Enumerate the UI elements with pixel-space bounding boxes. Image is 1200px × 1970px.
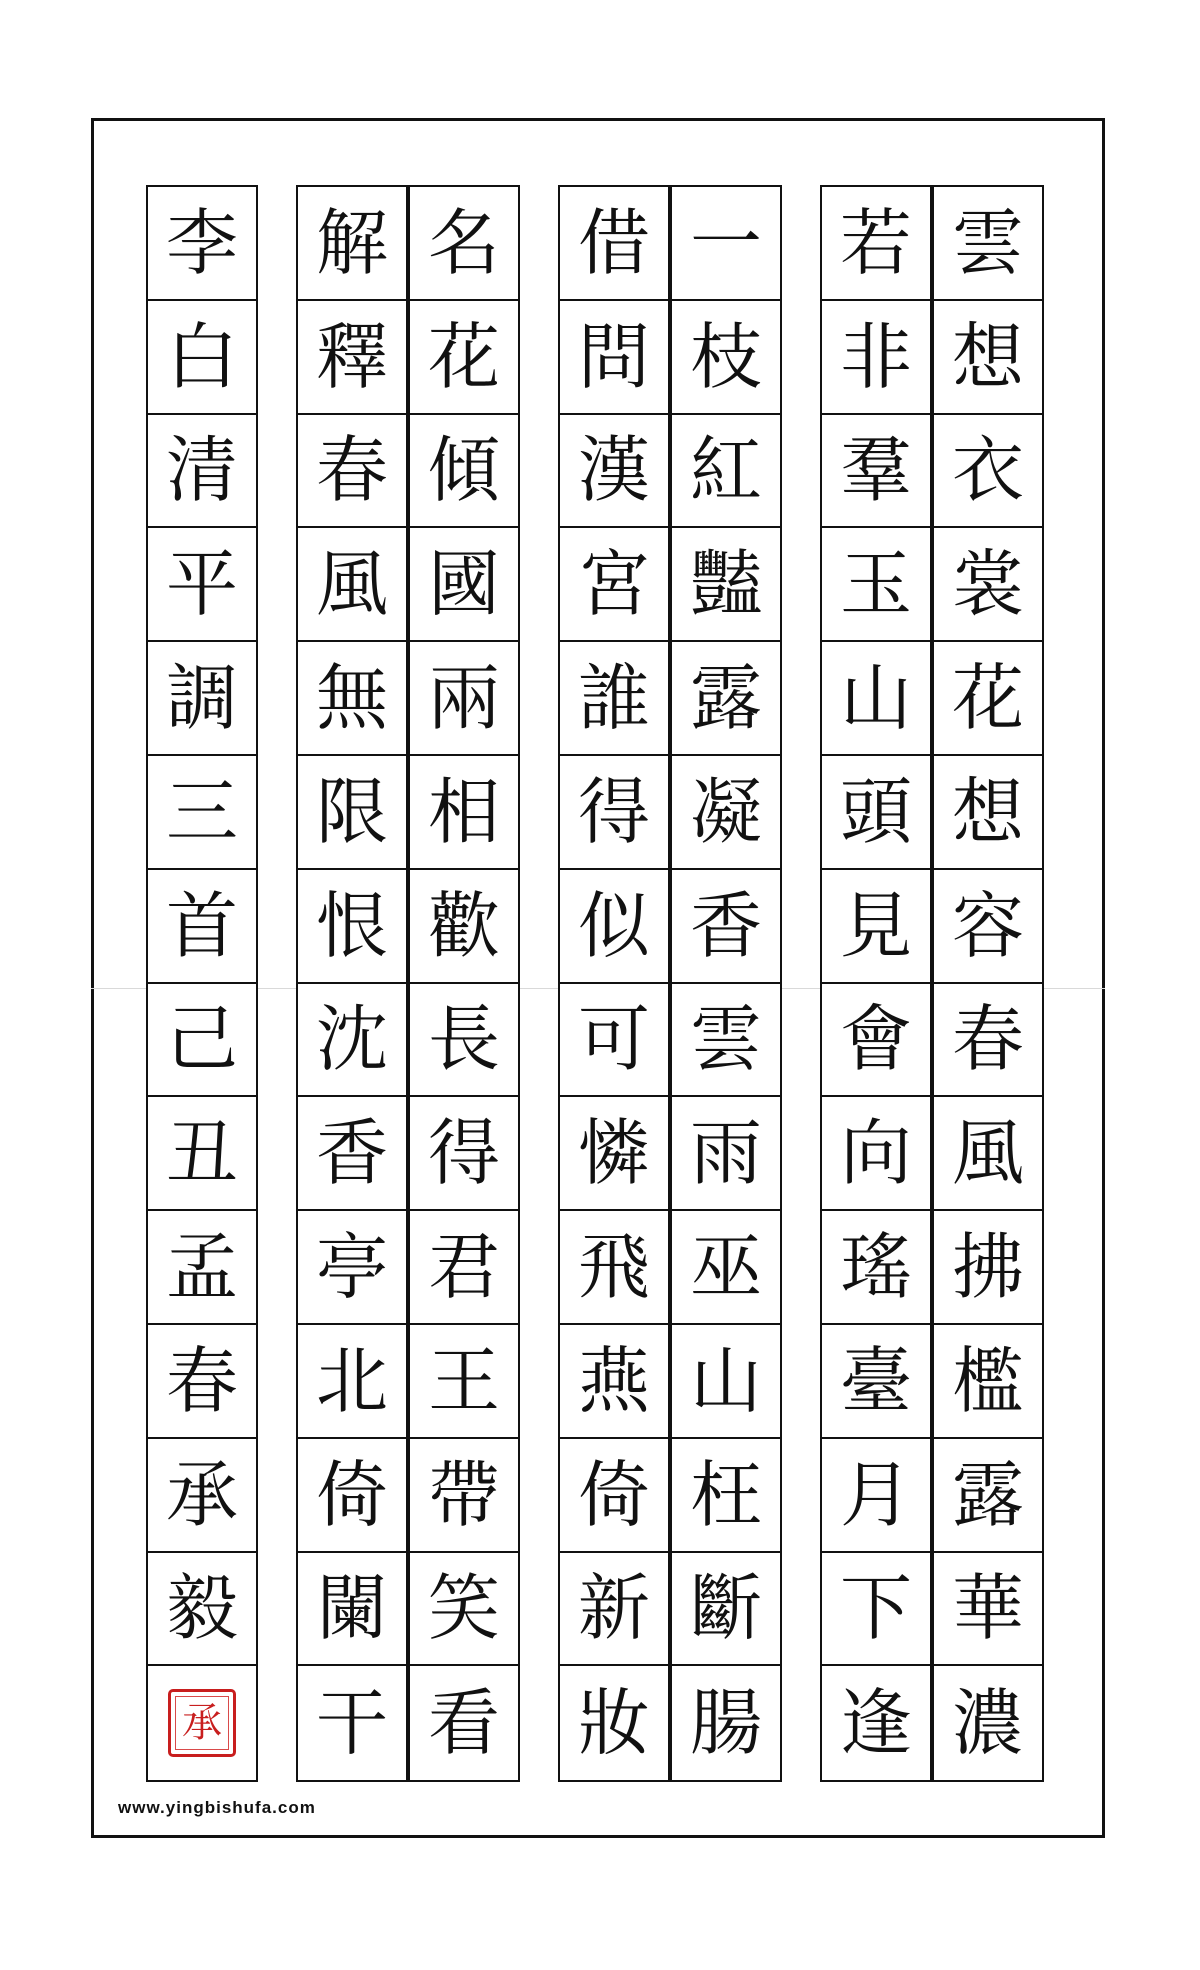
character-cell: 闌: [298, 1553, 406, 1667]
character-cell: 春: [934, 984, 1042, 1098]
character-cell: 會: [822, 984, 930, 1098]
character-cell: 笑: [410, 1553, 518, 1667]
character-cell: 拂: [934, 1211, 1042, 1325]
character-cell: 花: [410, 301, 518, 415]
character-cell: 枉: [672, 1439, 780, 1553]
character-cell: 宮: [560, 528, 668, 642]
character-cell: 帶: [410, 1439, 518, 1553]
character-cell: 承: [148, 1439, 256, 1553]
character-cell: 凝: [672, 756, 780, 870]
character-cell: 三: [148, 756, 256, 870]
character-cell: 雨: [672, 1097, 780, 1211]
character-cell: 亭: [298, 1211, 406, 1325]
character-cell: 逢: [839, 1681, 912, 1766]
character-cell: 相: [410, 756, 518, 870]
character-cell: 香: [672, 870, 780, 984]
character-cell: 想: [934, 301, 1042, 415]
character-cell: 山: [672, 1325, 780, 1439]
character-cell: 借: [560, 187, 668, 301]
seal-text: 承: [182, 1700, 222, 1747]
text-column: [558, 185, 670, 1782]
character-cell: 妝: [577, 1681, 650, 1766]
character-cell: 倚: [560, 1439, 668, 1553]
character-cell: 香: [298, 1097, 406, 1211]
character-cell: 限: [298, 756, 406, 870]
character-cell: 名: [410, 187, 518, 301]
character-cell: 腸: [689, 1681, 762, 1766]
character-cell: 飛: [560, 1211, 668, 1325]
character-cell: 若: [822, 187, 930, 301]
character-cell: 丑: [148, 1097, 256, 1211]
character-cell: 釋: [298, 301, 406, 415]
character-cell: 春: [148, 1325, 256, 1439]
character-cell: 見: [822, 870, 930, 984]
character-cell: 瑤: [822, 1211, 930, 1325]
character-cell: 紅: [672, 415, 780, 529]
character-cell: 檻: [934, 1325, 1042, 1439]
character-cell: 可: [560, 984, 668, 1098]
character-cell: 一: [672, 187, 780, 301]
character-cell: 山: [822, 642, 930, 756]
character-cell: 春: [298, 415, 406, 529]
red-seal-stamp: [168, 1689, 236, 1757]
character-cell: 濃: [951, 1681, 1024, 1766]
character-cell: 月: [822, 1439, 930, 1553]
character-cell: 看: [427, 1681, 500, 1766]
character-cell: 向: [822, 1097, 930, 1211]
character-cell: 花: [934, 642, 1042, 756]
character-cell: 雲: [934, 187, 1042, 301]
character-cell: 枝: [672, 301, 780, 415]
character-cell: 風: [934, 1097, 1042, 1211]
character-cell: 容: [934, 870, 1042, 984]
character-cell: 長: [410, 984, 518, 1098]
character-cell: 巫: [672, 1211, 780, 1325]
character-cell: 清: [148, 415, 256, 529]
character-cell: 玉: [822, 528, 930, 642]
character-cell: 風: [298, 528, 406, 642]
text-column: [820, 185, 932, 1782]
character-cell: 傾: [410, 415, 518, 529]
character-cell: 恨: [298, 870, 406, 984]
character-cell: 裳: [934, 528, 1042, 642]
character-cell: 李: [148, 187, 256, 301]
character-cell: 北: [298, 1325, 406, 1439]
character-cell: 燕: [560, 1325, 668, 1439]
character-cell: 斷: [672, 1553, 780, 1667]
character-cell: 下: [822, 1553, 930, 1667]
character-cell: 華: [934, 1553, 1042, 1667]
seal-cell: [148, 1666, 256, 1780]
character-cell: 非: [822, 301, 930, 415]
character-cell: 調: [148, 642, 256, 756]
character-cell: 白: [148, 301, 256, 415]
character-cell: 王: [410, 1325, 518, 1439]
text-column: [146, 185, 258, 1782]
character-cell: 新: [560, 1553, 668, 1667]
text-column: [408, 185, 520, 1782]
character-cell: 得: [410, 1097, 518, 1211]
character-cell: 己: [148, 984, 256, 1098]
character-cell: 孟: [148, 1211, 256, 1325]
character-cell: 平: [148, 528, 256, 642]
text-column: [932, 185, 1044, 1782]
character-cell: 臺: [822, 1325, 930, 1439]
character-cell: 兩: [410, 642, 518, 756]
text-column: [670, 185, 782, 1782]
character-cell: 得: [560, 756, 668, 870]
character-cell: 問: [560, 301, 668, 415]
character-cell: 誰: [560, 642, 668, 756]
character-cell: 似: [560, 870, 668, 984]
character-cell: 衣: [934, 415, 1042, 529]
character-cell: 頭: [822, 756, 930, 870]
character-cell: 漢: [560, 415, 668, 529]
character-cell: 倚: [298, 1439, 406, 1553]
character-cell: 歡: [410, 870, 518, 984]
character-cell: 羣: [822, 415, 930, 529]
character-cell: 露: [934, 1439, 1042, 1553]
character-cell: 君: [410, 1211, 518, 1325]
character-cell: 沈: [298, 984, 406, 1098]
text-column: [296, 185, 408, 1782]
character-cell: 無: [298, 642, 406, 756]
character-cell: 豔: [672, 528, 780, 642]
character-cell: 國: [410, 528, 518, 642]
character-cell: 想: [934, 756, 1042, 870]
character-cell: 干: [315, 1681, 388, 1766]
character-cell: 解: [298, 187, 406, 301]
character-cell: 雲: [672, 984, 780, 1098]
character-cell: 憐: [560, 1097, 668, 1211]
website-url: www.yingbishufa.com: [118, 1798, 316, 1817]
character-cell: 首: [148, 870, 256, 984]
character-cell: 毅: [148, 1553, 256, 1667]
character-cell: 露: [672, 642, 780, 756]
